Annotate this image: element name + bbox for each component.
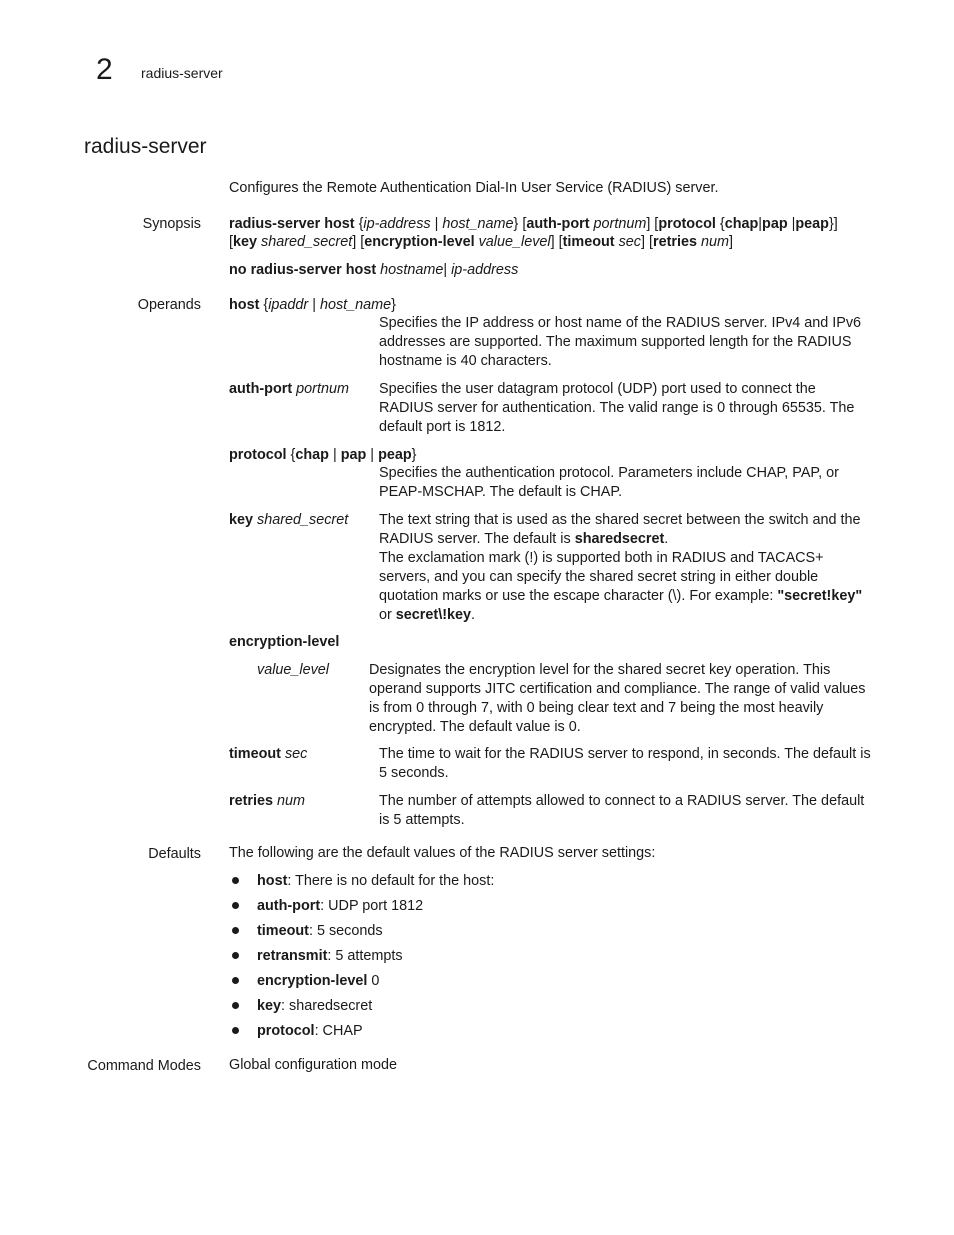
operand-host-description: Specifies the IP address or host name of the RADIUS server. IPv4 and IPv6 addresses are supported. The maximum supported length for the RADIUS hostname is 40 characters. — [379, 315, 862, 369]
chapter-number: 2 — [96, 53, 113, 86]
operand-value-level-term: value_level — [257, 662, 330, 678]
bullet-icon — [232, 1002, 239, 1009]
operand-timeout-term: timeout sec — [229, 746, 308, 762]
operand-auth-port-description: Specifies the user datagram protocol (UDP) port used to connect the RADIUS server for authentication. The valid range is 0 through 65535. The default port is 1812. — [379, 381, 855, 435]
operand-retries-description: The number of attempts allowed to connect to a RADIUS server. The default is 5 attempts. — [379, 793, 865, 828]
command-modes-label: Command Modes — [87, 1058, 201, 1074]
operand-host-term: host {ipaddr | host_name} — [229, 297, 396, 313]
list-item: protocol: CHAP — [229, 1020, 494, 1045]
bullet-icon — [232, 977, 239, 984]
defaults-intro: The following are the default values of the RADIUS server settings: — [229, 845, 656, 861]
list-item: host: There is no default for the host: — [229, 870, 494, 895]
bullet-icon — [232, 902, 239, 909]
running-head: radius-server — [141, 65, 223, 81]
list-item: auth-port: UDP port 1812 — [229, 895, 494, 920]
defaults-list — [229, 870, 494, 1045]
list-item: encryption-level 0 — [229, 970, 494, 995]
operand-encryption-level-description: Designates the encryption level for the shared secret key operation. This operand supports JITC certification and compliance. The range of valid values is from 0 through 7, with 0 being clear text and 7 being the most heavily encrypted. The default value is 0. — [369, 662, 866, 735]
operand-key-description: The text string that is used as the shared secret between the switch and the RADIUS server. The default is sharedsecret. The exclamation mark (!) is supported both in RADIUS and TACACS+ servers, and you can specify the shared secret string in either double quotation marks or use the escape character (\). For example: "secret!key" or secret\!key. — [379, 512, 863, 623]
list-item: timeout: 5 seconds — [229, 920, 494, 945]
bullet-icon — [232, 877, 239, 884]
synopsis-label: Synopsis — [142, 216, 201, 232]
page-title: radius-server — [84, 135, 207, 158]
command-description: Configures the Remote Authentication Dial-In User Service (RADIUS) server. — [229, 180, 719, 196]
operand-retries-term: retries num — [229, 793, 306, 809]
operand-auth-port-term: auth-port portnum — [229, 381, 349, 397]
command-modes-value: Global configuration mode — [229, 1057, 397, 1073]
operand-protocol-term: protocol {chap | pap | peap} — [229, 447, 417, 463]
synopsis-line-1: radius-server host {ip-address | host_name} [auth-port portnum] [protocol {chap|pap |peap}] — [229, 216, 838, 232]
operands-label: Operands — [137, 297, 201, 313]
bullet-icon — [232, 927, 239, 934]
bullet-icon — [232, 952, 239, 959]
synopsis-line-2: [key shared_secret] [encryption-level value_level] [timeout sec] [retries num] — [229, 234, 733, 250]
operand-key-term: key shared_secret — [229, 512, 349, 528]
defaults-label: Defaults — [148, 846, 201, 862]
synopsis-no-form: no radius-server host hostname| ip-address — [229, 262, 519, 278]
operand-encryption-level-term: encryption-level — [229, 634, 340, 650]
list-item: retransmit: 5 attempts — [229, 945, 494, 970]
bullet-icon — [232, 1027, 239, 1034]
list-item: key: sharedsecret — [229, 995, 494, 1020]
operand-timeout-description: The time to wait for the RADIUS server to respond, in seconds. The default is 5 seconds. — [379, 746, 871, 781]
operand-protocol-description: Specifies the authentication protocol. Parameters include CHAP, PAP, or PEAP-MSCHAP. The default is CHAP. — [379, 465, 839, 500]
